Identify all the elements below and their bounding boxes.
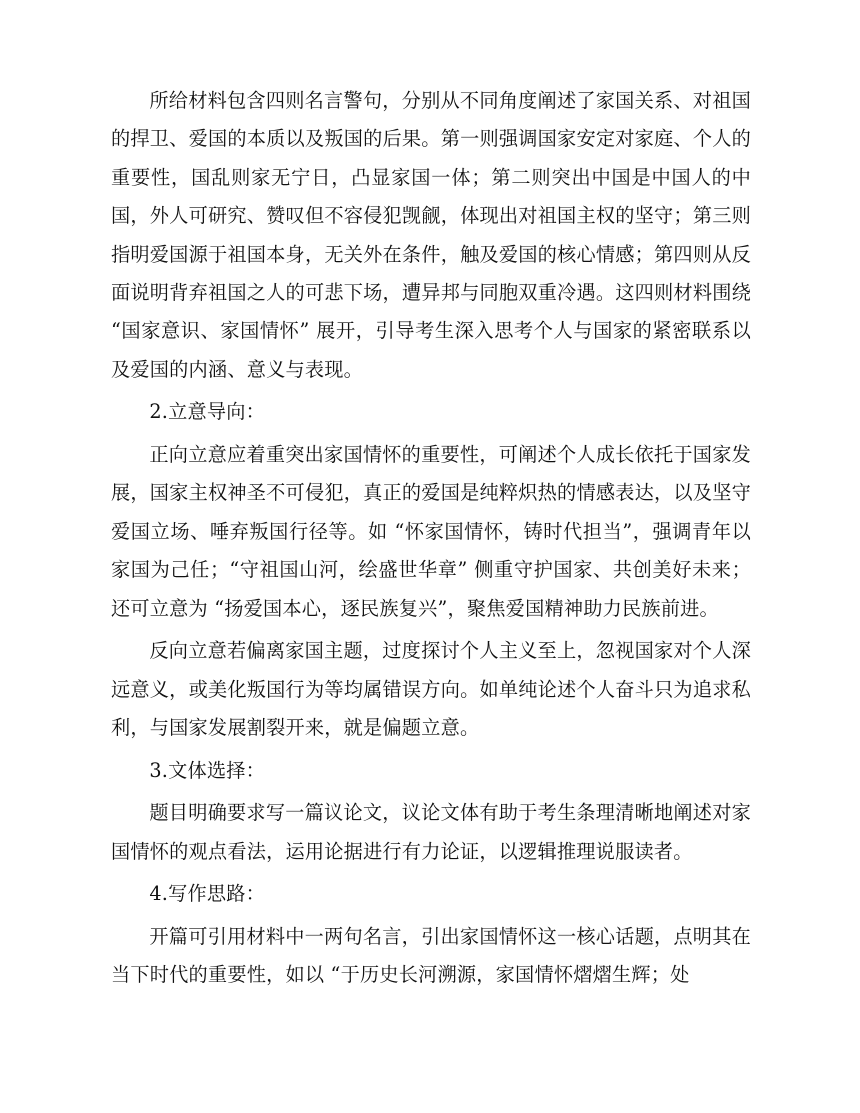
negative-theme-paragraph: 反向立意若偏离家国主题，过度探讨个人主义至上，忽视国家对个人深远意义，或美化叛国行为等均属错误方向。如单纯论述个人奋斗只为追求私利，与国家发展割裂开来，就是偏题立意。 [111, 639, 751, 740]
section-heading-style: 3.文体选择： [149, 758, 266, 782]
section-heading-approach: 4.写作思路： [149, 882, 266, 906]
approach-paragraph: 开篇可引用材料中一两句名言，引出家国情怀这一核心话题，点明其在当下时代的重要性，如以 “于历史长河溯源，家国情怀熠熠生辉；处 [111, 924, 751, 987]
style-paragraph: 题目明确要求写一篇议论文，议论文体有助于考生条理清晰地阐述对家国情怀的观点看法，运用论据进行有力论证，以逻辑推理说服读者。 [111, 801, 751, 863]
section-heading-theme: 2.立意导向： [149, 400, 266, 424]
positive-theme-paragraph: 正向立意应着重突出家国情怀的重要性，可阐述个人成长依托于国家发展，国家主权神圣不可侵犯，真正的爱国是纯粹炽热的情感表达，以及坚守爱国立场、唾弃叛国行径等。如 “怀家国情怀，铸时代担当”，强调青年以家国为己任；“守祖国山河，绘盛世华章” 侧重守护国家、共创美好未来；还可立意为 “扬爱国本心，逐民族复兴”，聚焦爱国精神助力民族前进。 [111, 443, 751, 620]
document-page [111, 82, 751, 999]
material-analysis-paragraph: 所给材料包含四则名言警句，分别从不同角度阐述了家国关系、对祖国的捍卫、爱国的本质以及叛国的后果。第一则强调国家安定对家庭、个人的重要性，国乱则家无宁日，凸显家国一体；第二则突出中国是中国人的中国，外人可研究、赞叹但不容侵犯觊觎，体现出对祖国主权的坚守；第三则指明爱国源于祖国本身，无关外在条件，触及爱国的核心情感；第四则从反面说明背弃祖国之人的可悲下场，遭异邦与同胞双重冷遇。这四则材料围绕 “国家意识、家国情怀” 展开，引导考生深入思考个人与国家的紧密联系以及爱国的内涵、意义与表现。 [111, 89, 751, 381]
